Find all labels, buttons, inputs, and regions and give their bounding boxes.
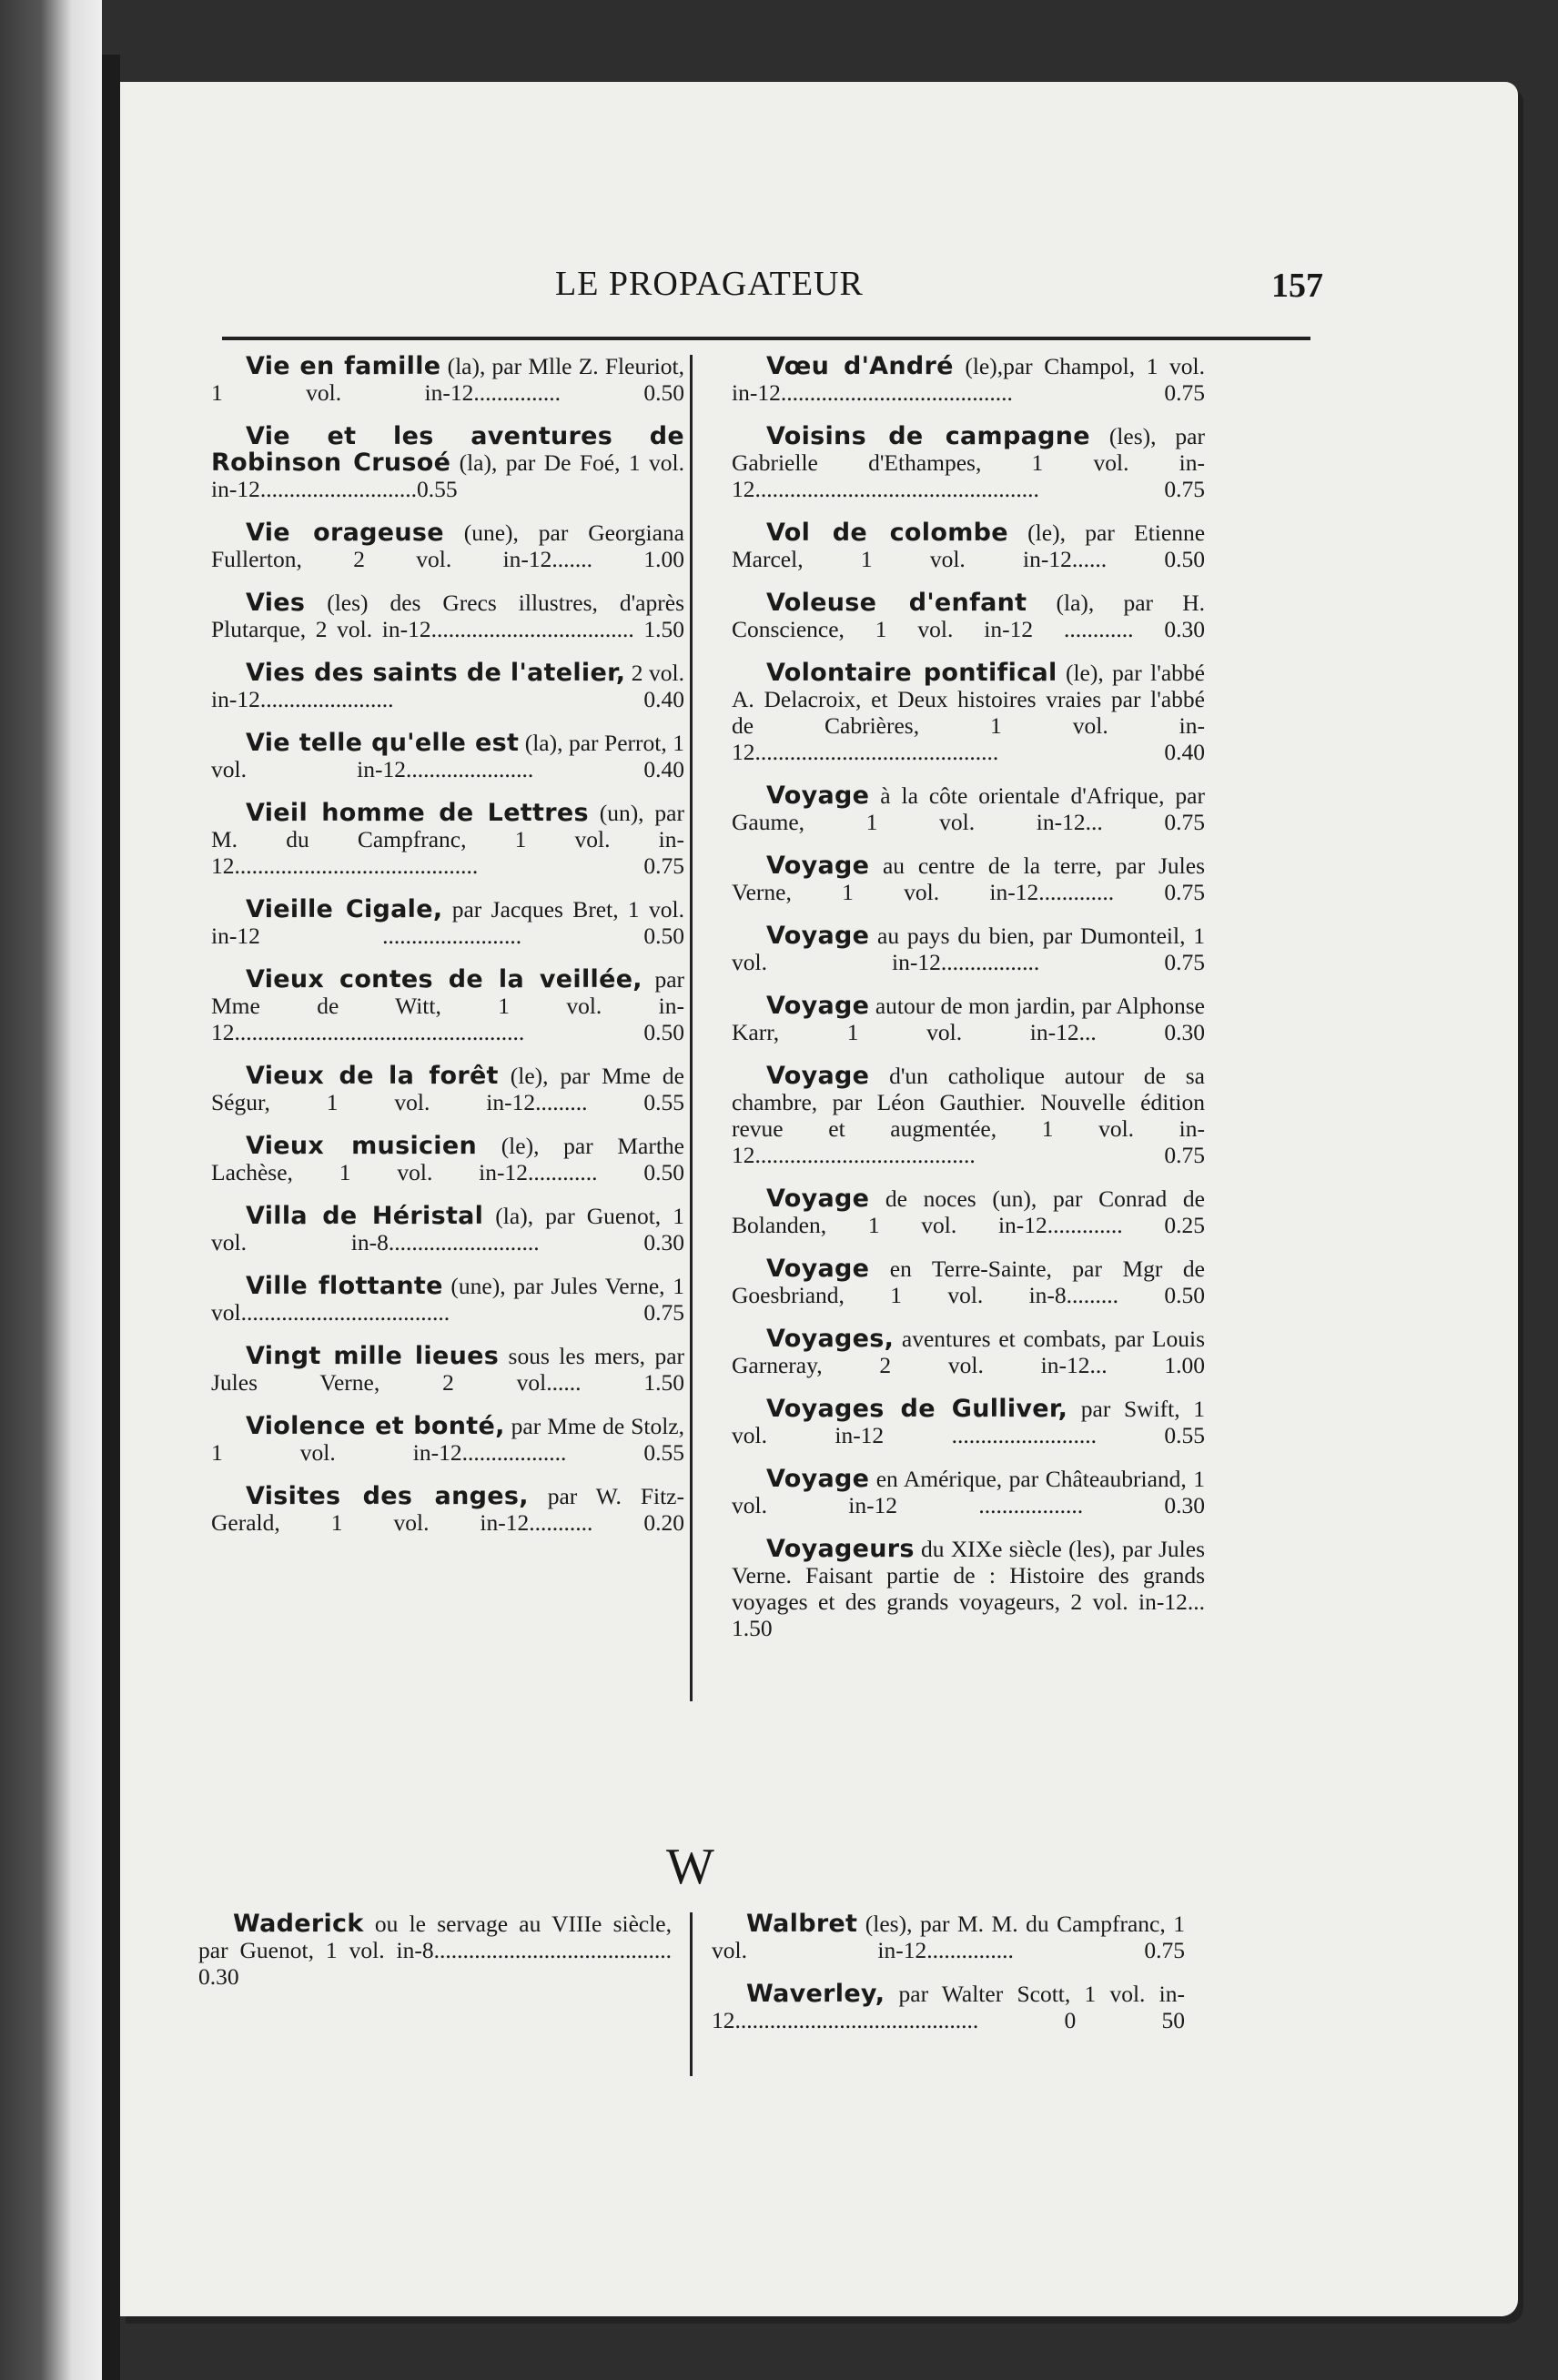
catalog-entry (712, 1981, 1185, 2033)
entry-title: Vieux de la forêt (246, 1062, 499, 1090)
book-page (120, 82, 1518, 2316)
catalog-entry (211, 966, 684, 1045)
entry-title: Voyage (766, 1062, 870, 1090)
entry-title: Voyages de Gulliver, (766, 1395, 1068, 1423)
catalog-entry (211, 1343, 684, 1396)
entry-title: Visites des anges, (246, 1482, 529, 1510)
entry-title: Vie telle qu'elle est (246, 729, 520, 757)
entry-details: ou le servage au VIIIe siècle, par Guenot, 1 vol. in-8......................................... 0.30 (198, 1911, 672, 1990)
entry-details: par Mme de Witt, 1 vol. in-12.................................................. 0.50 (211, 966, 685, 1045)
entry-title: Vie et les aventures de Robinson Crusoé (211, 422, 684, 477)
entry-details: (les), par Gabrielle d'Ethampes, 1 vol. in-12................................................. 0.75 (732, 423, 1205, 502)
left-column (211, 353, 684, 1553)
entry-details: (le), par Mme de Ségur, 1 vol. in-12......... 0.55 (211, 1063, 684, 1115)
entry-title: Vieil homme de Lettres (246, 799, 589, 827)
entry-details: au centre de la terre, par Jules Verne, 1 vol. in-12............. 0.75 (732, 852, 1205, 905)
entry-details: en Terre-Sainte, par Mgr de Goesbriand, 1 vol. in-8......... 0.50 (732, 1256, 1205, 1308)
entry-details: (la), par Guenot, 1 vol. in-8.......................... 0.30 (211, 1203, 684, 1256)
entry-details: de noces (un), par Conrad de Bolanden, 1 vol. in-12............. 0.25 (732, 1185, 1205, 1238)
entry-title: Vieux musicien (246, 1132, 478, 1160)
catalog-entry (211, 800, 684, 879)
catalog-entry (732, 590, 1205, 642)
w-left-column (198, 1911, 672, 2007)
entry-details: (la), par De Foé, 1 vol. in-12...........................0.55 (211, 449, 685, 502)
entry-details: (la), par Perrot, 1 vol. in-12...................... 0.40 (211, 730, 684, 782)
entry-details: en Amérique, par Châteaubriand, 1 vol. in-12 .................. 0.30 (732, 1466, 1205, 1518)
catalog-entry (211, 660, 684, 712)
catalog-entry (211, 1063, 684, 1115)
page-number: 157 (1271, 267, 1323, 305)
entry-details: par Walter Scott, 1 vol. in-12.......................................... 0 50 (712, 1981, 1185, 2033)
catalog-entry (732, 1326, 1205, 1378)
running-title: LE PROPAGATEUR (555, 265, 864, 303)
entry-title: Vol de colombe (766, 519, 1008, 547)
entry-title: Vies des saints de l'atelier, (246, 659, 626, 687)
entry-title: Voyage (766, 922, 870, 950)
entry-details: (le), par Marthe Lachèse, 1 vol. in-12............ 0.50 (211, 1133, 685, 1185)
catalog-entry (732, 1466, 1205, 1518)
entry-details: à la côte orientale d'Afrique, par Gaume, 1 vol. in-12... 0.75 (732, 782, 1205, 835)
entry-title: Vies (246, 589, 306, 617)
catalog-entry (732, 660, 1205, 765)
entry-title: Vieille Cigale, (246, 895, 443, 923)
page-header (120, 264, 1518, 328)
entry-details: aventures et combats, par Louis Garneray, 2 vol. in-12... 1.00 (732, 1326, 1205, 1378)
catalog-entry (732, 852, 1205, 905)
catalog-entry (732, 923, 1205, 975)
catalog-entry (732, 782, 1205, 835)
entry-details: par Jacques Bret, 1 vol. in-12 ........................ 0.50 (211, 896, 684, 949)
catalog-entry (732, 1536, 1205, 1641)
entry-details: (les) des Grecs illustres, d'après Plutarque, 2 vol. in-12................................... 1.50 (211, 590, 684, 642)
catalog-entry (211, 1413, 684, 1466)
entry-title: Voyage (766, 1255, 870, 1283)
page-gutter (102, 55, 120, 2380)
catalog-entry (211, 1203, 684, 1256)
entry-details: au pays du bien, par Dumonteil, 1 vol. in-12................. 0.75 (732, 923, 1205, 975)
entry-details: (les), par M. M. du Campfranc, 1 vol. in-12............... 0.75 (712, 1911, 1185, 1963)
entry-details: (le), par l'abbé A. Delacroix, et Deux histoires vraies par l'abbé de Cabrières, 1 vol. in-12.......................................... 0.40 (732, 660, 1205, 765)
entry-title: Vie en famille (246, 352, 441, 380)
catalog-entry (211, 896, 684, 949)
entry-title: Voyageurs (766, 1535, 915, 1563)
catalog-entry (211, 730, 684, 782)
entry-title: Waverley, (746, 1980, 885, 2008)
entry-title: Vie orageuse (246, 519, 444, 547)
catalog-entry (211, 590, 684, 642)
right-column (732, 353, 1205, 1659)
entry-title: Voleuse d'enfant (766, 589, 1027, 617)
entry-title: Walbret (746, 1910, 858, 1938)
entry-title: Volontaire pontifical (766, 659, 1057, 687)
entry-title: Voyage (766, 1185, 870, 1213)
section-letter: W (666, 1839, 714, 1895)
entry-title: Vieux contes de la veillée, (246, 965, 642, 993)
entry-details: (une), par Georgiana Fullerton, 2 vol. in-12....... 1.00 (211, 519, 684, 572)
entry-title: Voyage (766, 852, 870, 880)
w-column-divider (690, 1912, 693, 2076)
catalog-entry (211, 519, 684, 572)
column-divider (690, 355, 693, 1701)
entry-title: Waderick (233, 1910, 364, 1938)
catalog-entry (732, 423, 1205, 502)
entry-details: (une), par Jules Verne, 1 vol.................................... 0.75 (211, 1273, 684, 1326)
entry-title: Vingt mille lieues (246, 1342, 500, 1370)
entry-details: du XIXe siècle (les), par Jules Verne. Faisant partie de : Histoire des grands voyages et des grands voyageurs, 2 vol. in-12... 1.50 (732, 1536, 1205, 1641)
entry-title: Voyage (766, 782, 870, 810)
catalog-entry (211, 1133, 684, 1185)
catalog-entry (211, 1483, 684, 1536)
catalog-entry (732, 1063, 1205, 1168)
entry-title: Voisins de campagne (766, 422, 1090, 450)
entry-details: par Swift, 1 vol. in-12 ......................... 0.55 (732, 1396, 1205, 1448)
entry-title: Voyage (766, 992, 870, 1020)
entry-details: sous les mers, par Jules Verne, 2 vol...... 1.50 (211, 1343, 684, 1396)
entry-details: (la), par H. Conscience, 1 vol. in-12 ............ 0.30 (732, 590, 1205, 642)
entry-details: (le),par Champol, 1 vol. in-12........................................ 0.75 (732, 353, 1205, 406)
entry-title: Vœu d'André (766, 352, 954, 380)
entry-title: Voyage (766, 1465, 870, 1493)
catalog-entry (712, 1911, 1185, 1963)
entry-details: d'un catholique autour de sa chambre, par Léon Gauthier. Nouvelle édition revue et augmentée, 1 vol. in-12...................................... 0.75 (732, 1063, 1205, 1168)
book-spine (0, 0, 102, 2380)
catalog-entry (732, 1185, 1205, 1238)
entry-details: autour de mon jardin, par Alphonse Karr, 1 vol. in-12... 0.30 (732, 993, 1205, 1045)
entry-details: (un), par M. du Campfranc, 1 vol. in-12.......................................... 0.75 (211, 800, 684, 879)
catalog-entry (732, 1256, 1205, 1308)
entry-details: 2 vol. in-12....................... 0.40 (211, 660, 684, 712)
entry-title: Ville flottante (246, 1272, 443, 1300)
entry-details: par W. Fitz-Gerald, 1 vol. in-12........... 0.20 (211, 1483, 684, 1536)
catalog-entry (211, 423, 684, 502)
entry-title: Violence et bonté, (246, 1412, 505, 1440)
catalog-entry (732, 993, 1205, 1045)
catalog-entry (732, 1396, 1205, 1448)
entry-title: Villa de Héristal (246, 1202, 484, 1230)
entry-details: par Mme de Stolz, 1 vol. in-12.................. 0.55 (211, 1413, 685, 1466)
entry-details: (la), par Mlle Z. Fleuriot, 1 vol. in-12............... 0.50 (211, 353, 684, 406)
catalog-entry (198, 1911, 672, 1990)
entry-details: (le), par Etienne Marcel, 1 vol. in-12...... 0.50 (732, 519, 1206, 572)
w-right-column (712, 1911, 1185, 2051)
header-rule (222, 337, 1310, 340)
catalog-entry (211, 1273, 684, 1326)
catalog-entry (732, 519, 1205, 572)
catalog-entry (211, 353, 684, 406)
catalog-entry (732, 353, 1205, 406)
entry-title: Voyages, (766, 1325, 895, 1353)
